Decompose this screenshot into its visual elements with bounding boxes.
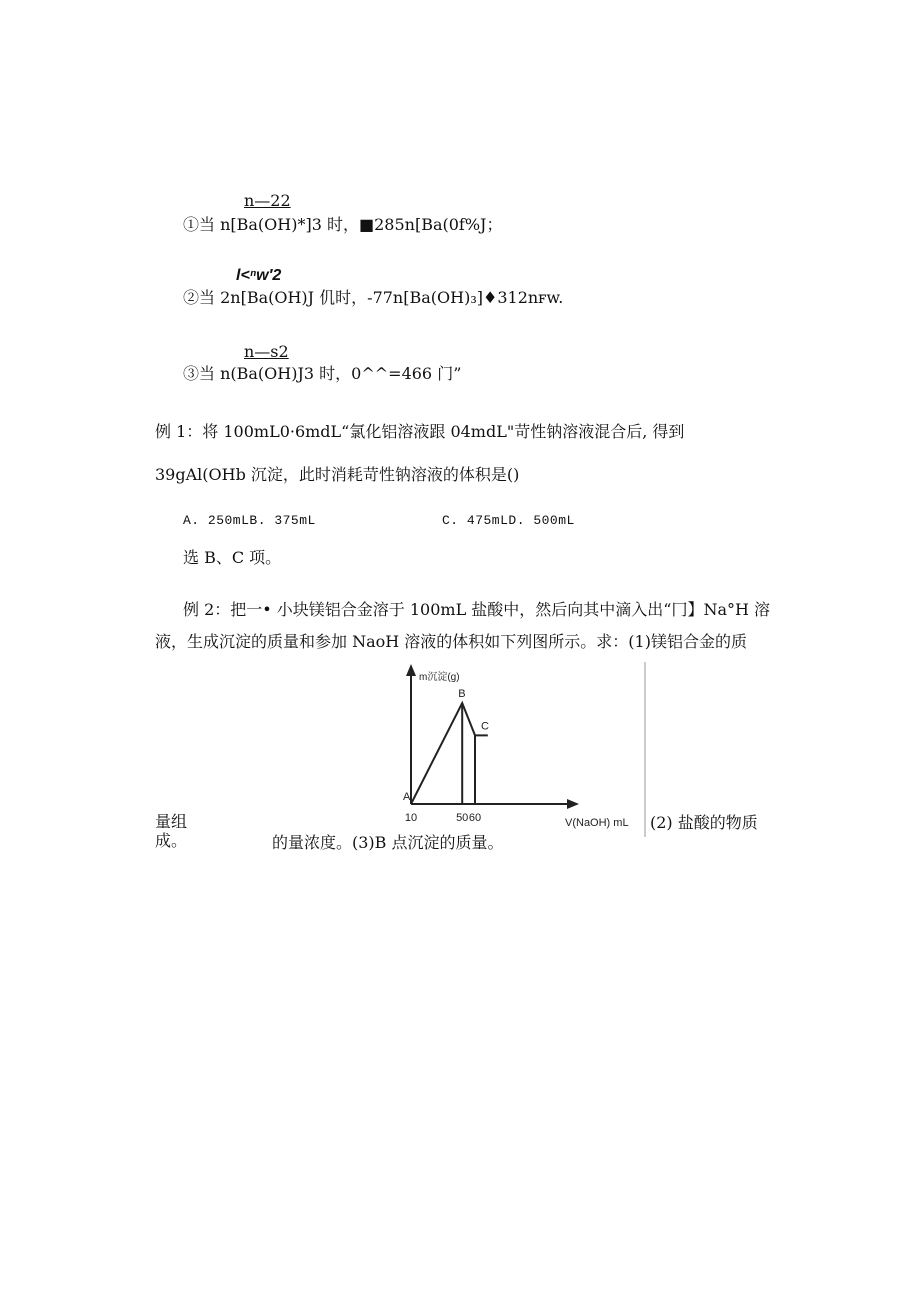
example1-options-right: C. 475mLD. 500mL (442, 513, 575, 528)
x-axis-arrow (567, 799, 579, 809)
precipitate-volume-chart (395, 662, 650, 837)
example2-left-a: 量组 (155, 812, 188, 831)
example2-line2: 液，生成沉淀的质量和参加 NaoH 溶液的体积如下列图所示。求：(1)镁铝合金的质 (155, 632, 747, 651)
point-label-c: C (481, 720, 489, 733)
y-axis-label: m沉淀(g) (419, 672, 460, 683)
example2-bottom-text: 的量浓度。(3)B 点沉淀的质量。 (272, 833, 504, 852)
case3-line: ③当 n(Ba(OH)J3 时，0^^=466 门” (183, 364, 462, 383)
case2-line: ②当 2n[Ba(OH)J 仉时，-77n[Ba(OH)₃]♦312nꜰw. (183, 288, 564, 307)
example2-left-b: 成。 (155, 831, 188, 850)
example1-answer: 选 B、C 项。 (183, 548, 282, 567)
example1-line2: 39gAl(OHb 沉淀，此时消耗苛性钠溶液的体积是() (155, 465, 520, 484)
x-tick-label-50: 50 (456, 812, 469, 824)
x-tick-label-10: 10 (404, 812, 418, 824)
series-line (411, 703, 488, 804)
case1-line: ①当 n[Ba(OH)*]3 时，■285n[Ba(0f%J； (183, 215, 503, 234)
case3-superscript: n—s2 (244, 342, 289, 361)
example2-right-text: (2) 盐酸的物质 (650, 813, 758, 832)
x-tick-label-60: 60 (468, 812, 482, 824)
example1-options-left: A. 250mLB. 375mL (183, 513, 316, 528)
case2-superscript: l<ⁿw′2 (236, 267, 282, 284)
example1-line1: 例 1：将 100mL0·6mdL“氯化铝溶液跟 04mdL"苛性钠溶液混合后, 得到 (155, 422, 685, 441)
y-axis-arrow (406, 664, 416, 676)
point-label-b: B (458, 688, 466, 700)
case1-superscript: n—22 (244, 191, 291, 210)
point-label-a: A (403, 791, 411, 803)
example2-line1: 例 2：把一• 小块镁铝合金溶于 100mL 盐酸中，然后向其中滴入出“冂】Na°H 溶 (183, 600, 771, 619)
x-axis-label: V(NaOH) mL (565, 817, 629, 829)
